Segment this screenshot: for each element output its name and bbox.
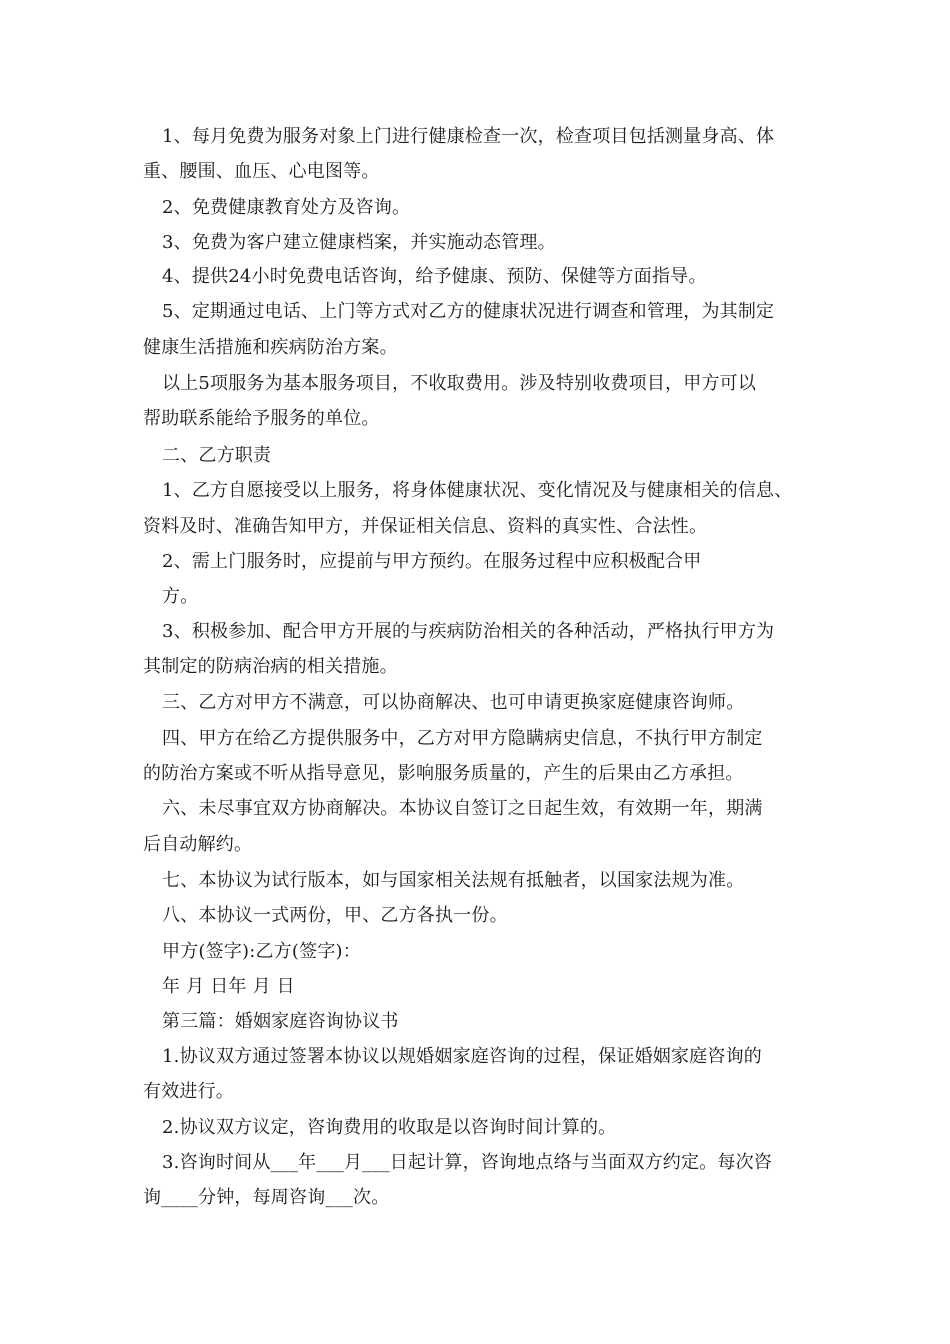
text-line: 2、免费健康教育处方及咨询。 [162, 197, 411, 218]
text-line: 资料及时、准确告知甲方，并保证相关信息、资料的真实性、合法性。 [143, 516, 708, 537]
text-line: 以上5项服务为基本服务项目，不收取费用。涉及特别收费项目，甲方可以 [162, 373, 757, 394]
text-line: 3、积极参加、配合甲方开展的与疾病防治相关的各种活动，严格执行甲方为 [162, 621, 775, 642]
section-heading: 第三篇：婚姻家庭咨询协议书 [162, 1011, 399, 1032]
text-line: 有效进行。 [143, 1081, 234, 1102]
text-line: 后自动解约。 [143, 834, 253, 855]
date-line: 年 月 日年 月 日 [162, 976, 295, 997]
text-line: 3.咨询时间从___年___月___日起计算，咨询地点络与当面双方约定。每次咨 [162, 1152, 772, 1173]
text-line: 帮助联系能给予服务的单位。 [143, 408, 380, 429]
text-line: 方。 [162, 586, 199, 607]
text-line: 1、乙方自愿接受以上服务，将身体健康状况、变化情况及与健康相关的信息、 [162, 480, 793, 501]
text-line: 四、甲方在给乙方提供服务中，乙方对甲方隐瞒病史信息，不执行甲方制定 [162, 728, 763, 749]
text-line: 询____分钟，每周咨询___次。 [143, 1187, 390, 1208]
text-line: 健康生活措施和疾病防治方案。 [143, 337, 398, 358]
text-line: 1.协议双方通过签署本协议以规婚姻家庭咨询的过程，保证婚姻家庭咨询的 [162, 1046, 762, 1067]
text-line: 七、本协议为试行版本，如与国家相关法规有抵触者，以国家法规为准。 [162, 870, 745, 891]
text-line: 5、定期通过电话、上门等方式对乙方的健康状况进行调查和管理，为其制定 [162, 301, 775, 322]
text-line: 八、本协议一式两份，甲、乙方各执一份。 [162, 905, 508, 926]
text-line: 三、乙方对甲方不满意，可以协商解决、也可申请更换家庭健康咨询师。 [162, 692, 745, 713]
section-heading: 二、乙方职责 [162, 445, 272, 466]
text-line: 4、提供24小时免费电话咨询，给予健康、预防、保健等方面指导。 [162, 266, 707, 287]
text-line: 六、未尽事宜双方协商解决。本协议自签订之日起生效，有效期一年，期满 [162, 798, 763, 819]
text-line: 2、需上门服务时，应提前与甲方预约。在服务过程中应积极配合甲 [162, 551, 702, 572]
text-line: 2.协议双方议定，咨询费用的收取是以咨询时间计算的。 [162, 1117, 617, 1138]
text-line: 其制定的防病治病的相关措施。 [143, 656, 398, 677]
text-line: 3、免费为客户建立健康档案，并实施动态管理。 [162, 232, 556, 253]
text-line: 1、每月免费为服务对象上门进行健康检查一次，检查项目包括测量身高、体 [162, 126, 775, 147]
signature-line: 甲方(签字):乙方(签字)： [162, 941, 361, 962]
text-line: 的防治方案或不听从指导意见，影响服务质量的，产生的后果由乙方承担。 [143, 763, 744, 784]
text-line: 重、腰围、血压、心电图等。 [143, 161, 380, 182]
